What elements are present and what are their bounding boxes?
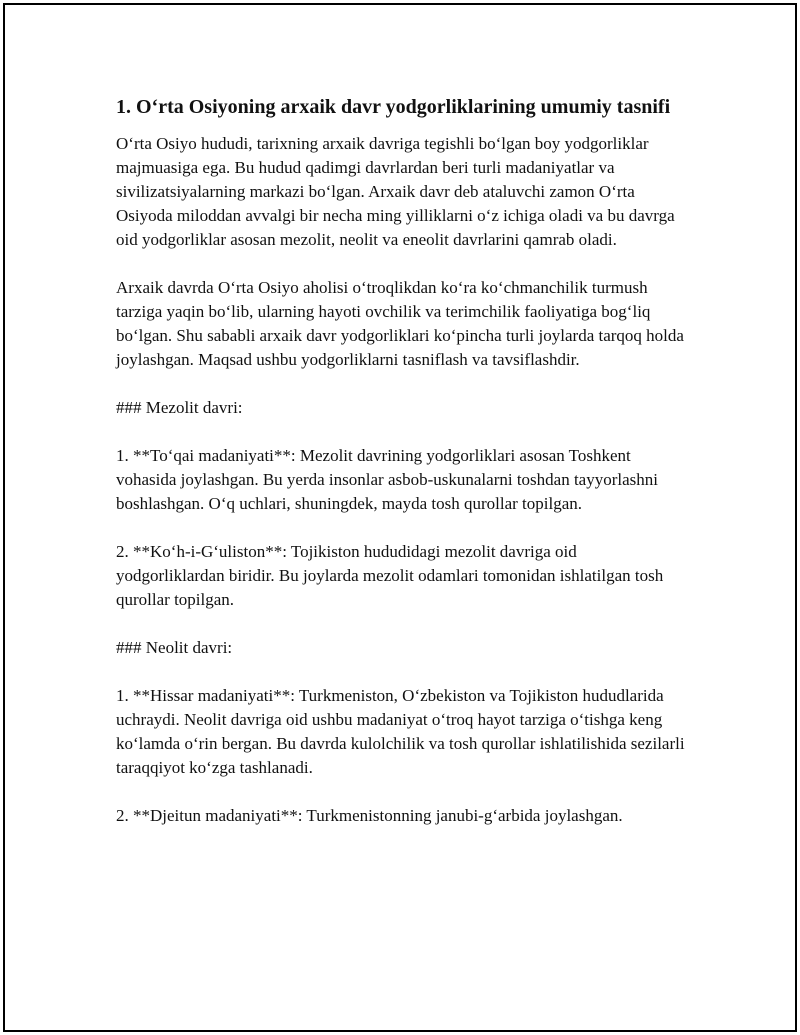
paragraph-intro: O‘rta Osiyo hududi, tarixning arxaik davriga tegishli bo‘lgan boy yodgorliklar majmuasiga ega. Bu hudud qadimgi davrlardan beri turli madaniyatlar va sivilizatsiyalarning markazi bo‘lgan. Arxaik davr deb ataluvchi zamon O‘rta Osiyoda miloddan avvalgi bir necha ming yilliklarni o‘z ichiga oladi va bu davrga oid yodgorliklar asosan mezolit, neolit va eneolit davrlarini qamrab oladi. <box>116 134 675 249</box>
document-body <box>116 95 686 828</box>
list-item-toqai: 1. **To‘qai madaniyati**: Mezolit davrining yodgorliklari asosan Toshkent vohasida joylashgan. Bu yerda insonlar asbob-uskunalarni toshdan tayyorlashni boshlashgan. O‘q uchlari, shuningdek, mayda tosh qurollar topilgan. <box>116 446 658 513</box>
list-item-djeitun: 2. **Djeitun madaniyati**: Turkmenistonning janubi-g‘arbida joylashgan. <box>116 806 623 825</box>
paragraph-lifestyle: Arxaik davrda O‘rta Osiyo aholisi o‘troqlikdan ko‘ra ko‘chmanchilik turmush tarziga yaqin bo‘lib, ularning hayoti ovchilik va terimchilik faoliyatiga bog‘liq bo‘lgan. Shu sababli arxaik davr yodgorliklari ko‘pincha turli joylarda tarqoq holda joylashgan. Maqsad ushbu yodgorliklarni tasniflash va tavsiflashdir. <box>116 278 684 369</box>
list-item-kohi-guliston: 2. **Ko‘h-i-G‘uliston**: Tojikiston hududidagi mezolit davriga oid yodgorliklardan biridir. Bu joylarda mezolit odamlari tomonidan ishlatilgan tosh qurollar topilgan. <box>116 542 664 609</box>
list-item-hissar: 1. **Hissar madaniyati**: Turkmeniston, O‘zbekiston va Tojikiston hududlarida uchraydi. Neolit davriga oid ushbu madaniyat o‘troq hayot tarziga o‘tishga keng ko‘lamda o‘rin bergan. Bu davrda kulolchilik va tosh qurollar ishlatilishida sezilarli taraqqiyot ko‘zga tashlanadi. <box>116 686 685 777</box>
section-heading: 1. O‘rta Osiyoning arxaik davr yodgorliklarining umumiy tasnifi <box>116 96 671 118</box>
subheading-mesolithic: ### Mezolit davri: <box>116 398 243 417</box>
subheading-neolithic: ### Neolit davri: <box>116 638 233 657</box>
